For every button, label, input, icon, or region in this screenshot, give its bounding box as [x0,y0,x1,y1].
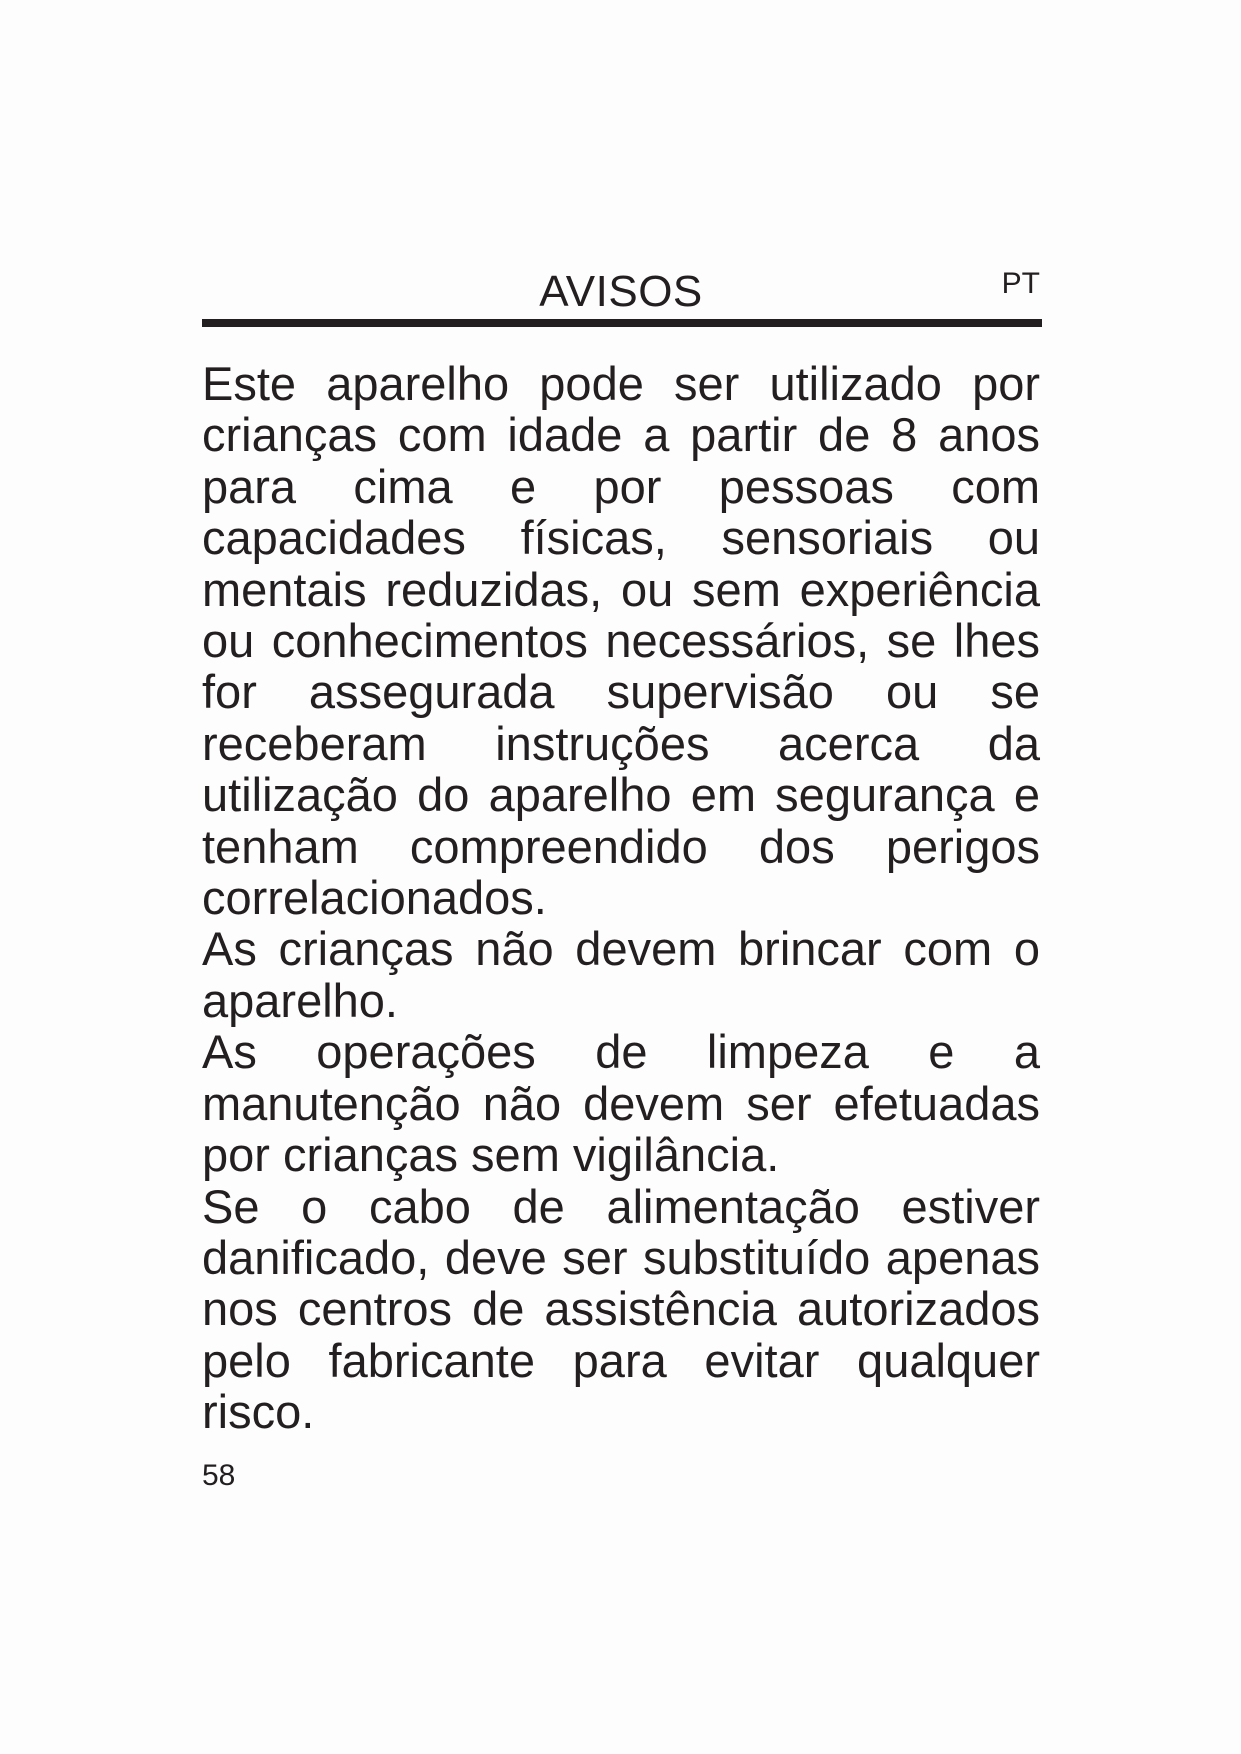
warning-paragraph-power-cable: Se o cabo de alimentação estiver danificado, deve ser substituído apenas nos centros de assistência autorizados pelo fabricante para evitar qualquer risco. [202,1179,1040,1439]
page-number: 58 [202,1459,236,1492]
warnings-body [202,358,1040,1438]
warning-paragraph-children-play: As crianças não devem brincar com o aparelho. [202,922,1040,1027]
warning-paragraph-supervision: Este aparelho pode ser utilizado por crianças com idade a partir de 8 anos para cima e por pessoas com capacidades físicas, sensoriais ou mentais reduzidas, ou sem experiência ou conhecimentos necessários, se lhes for assegurada supervisão ou se receberam instruções acerca da utilização do aparelho em segurança e tenham compreendido dos perigos correlacionados. [202,357,1040,925]
page-header [202,262,1040,322]
section-title: AVISOS [539,267,703,316]
header-divider [202,319,1042,327]
warning-paragraph-cleaning: As operações de limpeza e a manutenção não devem ser efetuadas por crianças sem vigilância. [202,1025,1040,1182]
language-code: PT [1001,267,1040,300]
